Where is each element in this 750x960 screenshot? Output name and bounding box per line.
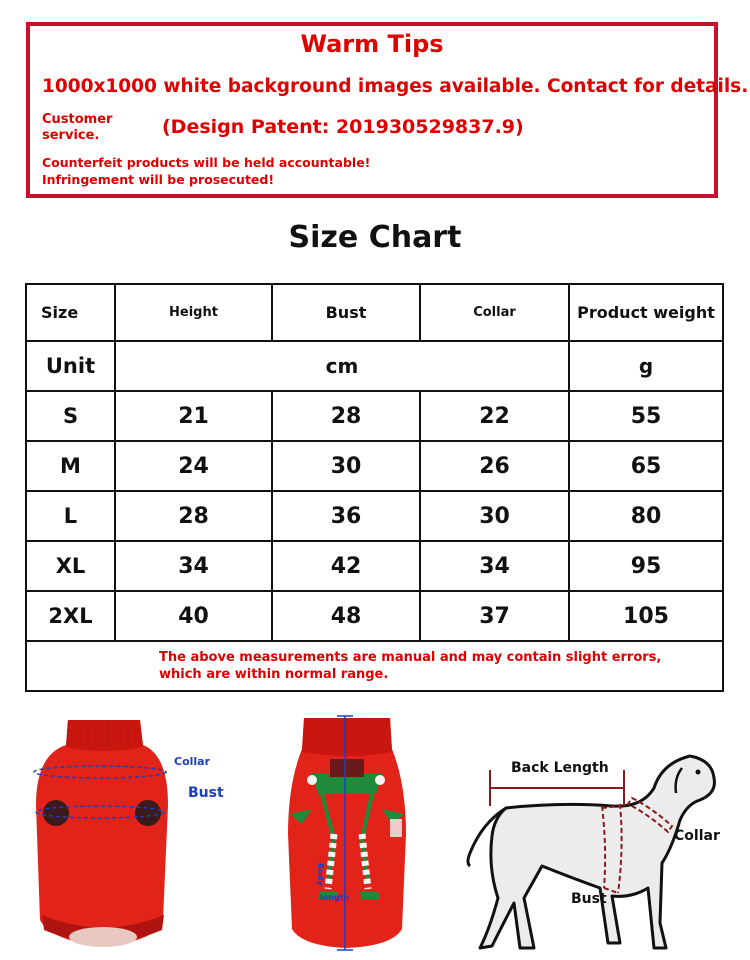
- table-row: [26, 541, 723, 591]
- header-bust: Bust: [272, 284, 420, 341]
- weight-value: 65: [569, 441, 723, 491]
- sweater-back-image: [282, 714, 412, 952]
- collar-value: 22: [420, 391, 569, 441]
- table-row: [26, 491, 723, 541]
- header-collar: Collar: [420, 284, 569, 341]
- height-value: 34: [115, 541, 272, 591]
- dog-collar-label: Collar: [674, 828, 720, 844]
- customer-service-line-1: Customer: [42, 112, 113, 127]
- height-value: 21: [115, 391, 272, 441]
- bust-value: 48: [272, 591, 420, 641]
- bust-value: 28: [272, 391, 420, 441]
- warm-tips-title: Warm Tips: [300, 30, 444, 58]
- height-value: 24: [115, 441, 272, 491]
- weight-value: 95: [569, 541, 723, 591]
- measurement-diagrams: [0, 700, 750, 960]
- measurement-note-line-2: which are within normal range.: [159, 667, 389, 682]
- sweater-front-image: [28, 715, 178, 955]
- design-patent: (Design Patent: 201930529837.9): [162, 116, 524, 138]
- bust-value: 30: [272, 441, 420, 491]
- legal-warning: [42, 154, 370, 188]
- bust-value: 42: [272, 541, 420, 591]
- body-length-label-2: length: [320, 893, 350, 902]
- dog-measurement-diagram: [462, 748, 732, 960]
- white-background-notice: 1000x1000 white background images available. Contact for details.: [42, 76, 749, 97]
- collar-value: 30: [420, 491, 569, 541]
- measurement-note-row: [26, 641, 723, 691]
- collar-value: 37: [420, 591, 569, 641]
- collar-value: 34: [420, 541, 569, 591]
- unit-g: g: [569, 341, 723, 391]
- customer-service-label: [42, 112, 142, 144]
- table-header-row: [26, 284, 723, 341]
- weight-value: 55: [569, 391, 723, 441]
- sweater-bust-label: Bust: [188, 785, 224, 801]
- counterfeit-warning: Counterfeit products will be held accountable!: [42, 155, 371, 170]
- customer-service-line-2: service.: [42, 128, 100, 143]
- header-height: Height: [115, 284, 272, 341]
- height-value: 28: [115, 491, 272, 541]
- size-label: M: [26, 441, 115, 491]
- header-product-weight: Product weight: [569, 284, 723, 341]
- size-chart-title: Size Chart: [288, 220, 462, 255]
- size-label: XL: [26, 541, 115, 591]
- unit-cm: cm: [115, 341, 569, 391]
- unit-row: [26, 341, 723, 391]
- measurement-note-line-1: The above measurements are manual and may contain slight errors,: [159, 650, 662, 665]
- size-label: L: [26, 491, 115, 541]
- table-row: [26, 591, 723, 641]
- size-chart-table: [25, 283, 724, 692]
- sweater-collar-label: Collar: [174, 755, 211, 768]
- bust-value: 36: [272, 491, 420, 541]
- table-row: [26, 441, 723, 491]
- body-length-label-1: Body: [316, 863, 325, 886]
- warm-tips-box: [26, 22, 749, 198]
- weight-value: 105: [569, 591, 723, 641]
- weight-value: 80: [569, 491, 723, 541]
- back-length-label: Back Length: [511, 760, 609, 776]
- header-size: Size: [26, 284, 115, 341]
- infringement-warning: Infringement will be prosecuted!: [42, 172, 275, 187]
- collar-value: 26: [420, 441, 569, 491]
- unit-label: Unit: [26, 341, 115, 391]
- size-label: 2XL: [26, 591, 115, 641]
- dog-bust-label: Bust: [571, 891, 607, 907]
- table-row: [26, 391, 723, 441]
- size-label: S: [26, 391, 115, 441]
- measurement-note: [26, 641, 723, 691]
- height-value: 40: [115, 591, 272, 641]
